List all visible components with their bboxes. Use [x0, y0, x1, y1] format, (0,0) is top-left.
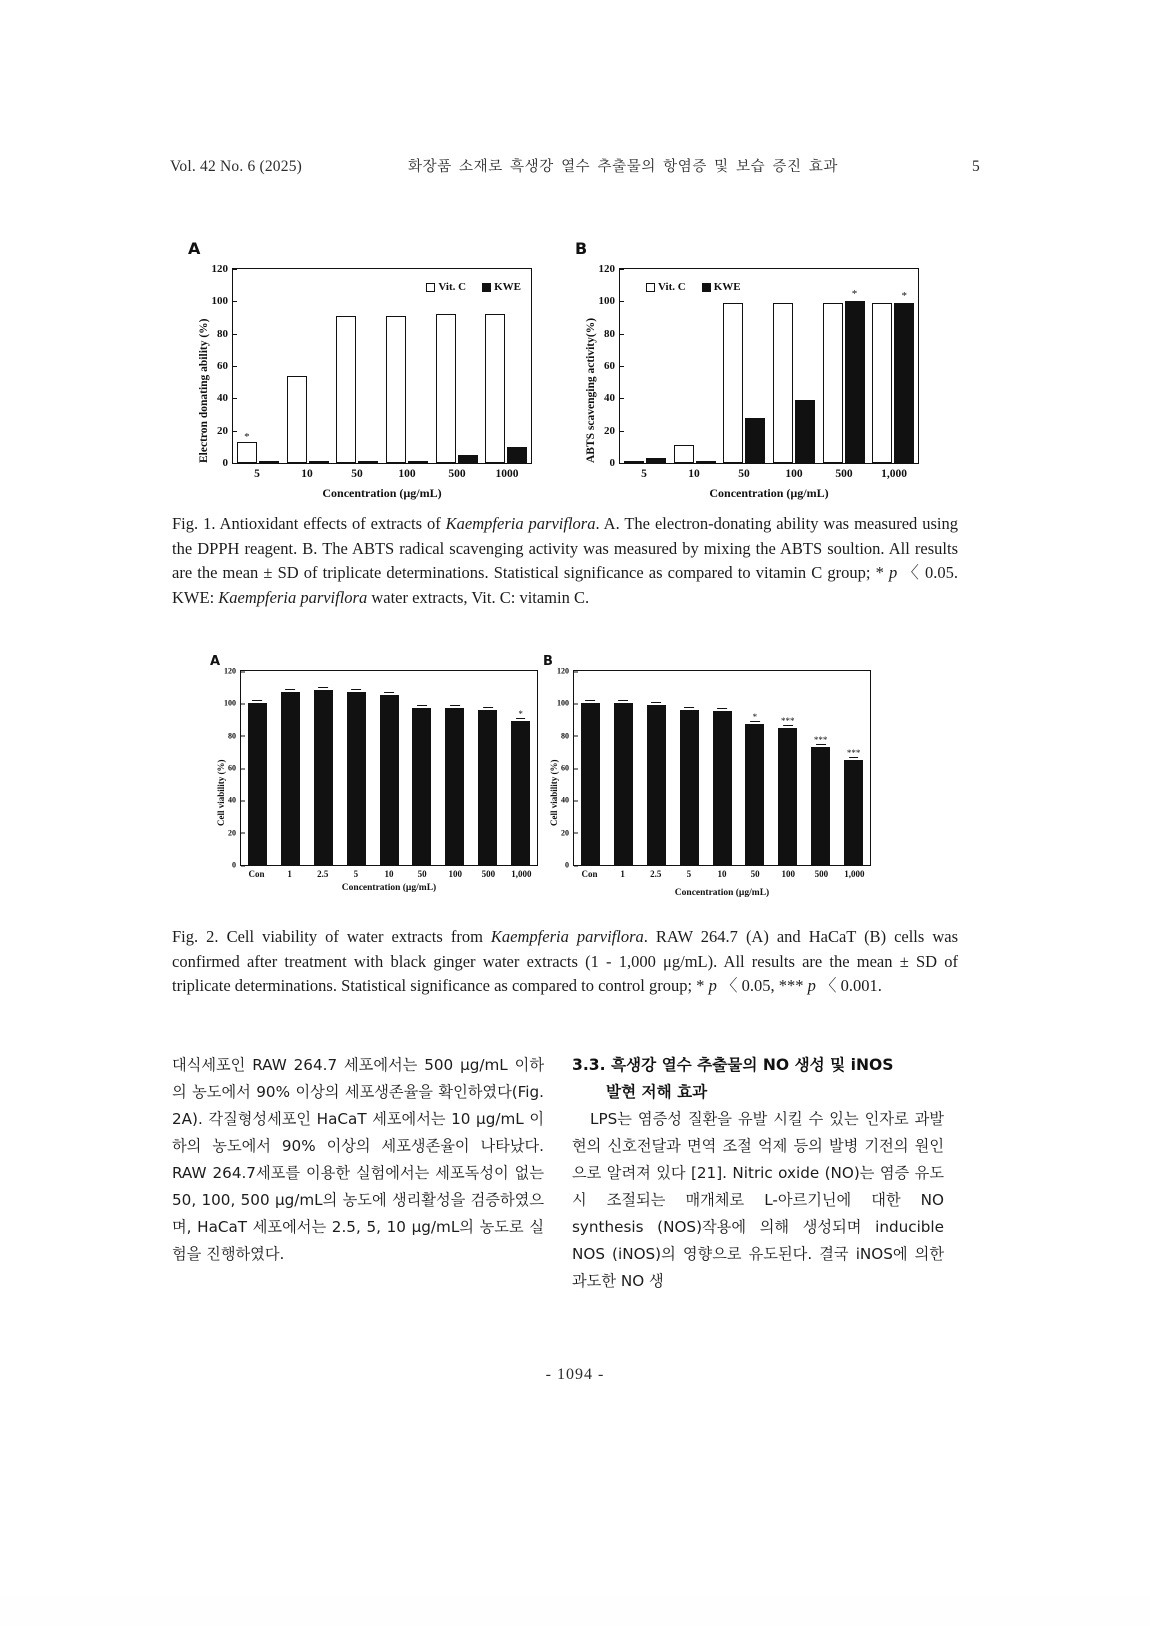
- x-tick: 500: [835, 468, 853, 480]
- figure2b-x-tick-labels: [573, 869, 871, 879]
- figure1a-x-axis-label: Concentration (µg/mL): [322, 486, 442, 500]
- y-tick: 100: [212, 295, 234, 307]
- bar-viability: [778, 715, 797, 865]
- error-bar: [450, 705, 460, 709]
- y-tick: 100: [557, 699, 574, 708]
- bar-viability: [314, 690, 333, 865]
- y-tick: 20: [604, 425, 620, 437]
- x-tick: 1: [620, 869, 625, 879]
- y-tick: 80: [561, 731, 574, 740]
- y-tick: 60: [228, 764, 241, 773]
- significance-mark: *: [851, 288, 858, 301]
- y-tick: 100: [599, 295, 621, 307]
- bar-group: [307, 671, 340, 865]
- page-number: 5: [972, 158, 980, 175]
- y-tick: 40: [561, 796, 574, 805]
- x-tick: 10: [384, 869, 394, 879]
- legend-label: Vit. C: [658, 281, 686, 293]
- bar-group: [574, 671, 607, 865]
- body-column-right: [572, 1052, 944, 1295]
- page-folio: - 1094 -: [545, 1366, 605, 1383]
- bar-vitc: [674, 445, 694, 463]
- bar-group: [640, 671, 673, 865]
- bar-viability: [581, 703, 600, 865]
- bar-viability: [445, 708, 464, 865]
- x-tick: 5: [254, 468, 260, 480]
- bar-group: [607, 671, 640, 865]
- bar-group: [373, 671, 406, 865]
- x-tick: 100: [398, 468, 416, 480]
- bar-kwe: [408, 461, 428, 463]
- bar-viability: [713, 711, 732, 865]
- section-heading-line2: 발현 저해 효과: [606, 1083, 708, 1101]
- x-tick: 5: [686, 869, 692, 879]
- bar-group: [340, 671, 373, 865]
- x-tick: 2.5: [317, 869, 329, 879]
- y-tick: 20: [561, 828, 574, 837]
- y-tick: 120: [557, 667, 574, 676]
- figure2-caption-text: Cell viability of water extracts from Kaempferia parviflora. RAW 264.7 (A) and HaCaT (B) cells was confirmed after treatment with black ginger water extracts (1 - 1,000 μg/mL). All results are the mean ± SD of triplicate determinations. Statistical significance as compared to control group; * p 〈 0.05, *** p 〈 0.001.: [172, 927, 958, 995]
- bar-viability: [745, 712, 764, 865]
- y-tick: 120: [599, 263, 621, 275]
- bar-group: [241, 671, 274, 865]
- error-bar: [586, 700, 596, 704]
- legend-label: Vit. C: [438, 281, 467, 293]
- y-tick: 0: [232, 861, 241, 870]
- legend-label: KWE: [713, 281, 741, 293]
- error-bar: [717, 708, 727, 712]
- y-tick: 100: [224, 699, 241, 708]
- figure2b-x-axis-label: Concentration (µg/mL): [674, 888, 770, 898]
- y-tick: 0: [565, 861, 574, 870]
- bar-kwe: [745, 418, 765, 463]
- bar-group: [405, 671, 438, 865]
- section-heading-3-3: [572, 1052, 944, 1106]
- x-tick: 10: [301, 468, 313, 480]
- figure1b-x-axis-label: Concentration (µg/mL): [709, 486, 829, 500]
- x-tick: 100: [785, 468, 803, 480]
- significance-mark: ***: [781, 715, 795, 726]
- y-tick: 60: [561, 764, 574, 773]
- figure2b-plot-area: [557, 666, 871, 870]
- bar-group: [274, 671, 307, 865]
- x-tick: 100: [448, 869, 462, 879]
- figure2a-x-tick-labels: [240, 869, 538, 879]
- bar-viability: [478, 710, 497, 865]
- bar-viability: [844, 747, 863, 865]
- error-bar: [384, 692, 394, 696]
- x-tick: 500: [448, 468, 466, 480]
- bar-group: [771, 671, 804, 865]
- y-tick: 80: [217, 328, 233, 340]
- bar-kwe: [696, 461, 716, 463]
- bar-viability: [811, 735, 830, 865]
- bar-viability: [511, 709, 530, 865]
- significance-mark: *: [901, 289, 907, 302]
- body-paragraph-right: LPS는 염증성 질환을 유발 시킬 수 있는 인자로 과발현의 신호전달과 면역 조절 억제 등의 발병 기전의 원인으로 알려져 있다 [21]. Nitric oxide (NO)는 염증 유도시 조절되는 매개체로 L-아르기닌에 대한 NO synthesis (NOS)작용에 의해 생성되며 inducible NOS (iNOS)의 영향으로 유도된다. 결국 iNOS에 의한 과도한 NO 생: [572, 1110, 944, 1290]
- error-bar: [285, 689, 295, 693]
- y-tick: 0: [223, 457, 234, 469]
- bar-viability: [614, 703, 633, 865]
- x-tick: 10: [717, 869, 727, 879]
- body-paragraph-left: 대식세포인 RAW 264.7 세포에서는 500 μg/mL 이하의 농도에서 90% 이상의 세포생존율을 확인하였다(Fig. 2A). 각질형성세포인 HaCaT 세포에서는 10 μg/mL 이하의 농도에서 90% 이상의 세포생존율이 나타났다. RAW 264.7세포를 이용한 실험에서는 세포독성이 없는 50, 100, 500 μg/mL의 농도에 생리활성을 검증하였으며, HaCaT 세포에서는 2.5, 5, 10 μg/mL의 농도로 실험을 진행하였다.: [172, 1056, 544, 1263]
- y-tick: 120: [224, 667, 241, 676]
- y-tick: 20: [217, 425, 233, 437]
- x-tick: 50: [351, 468, 363, 480]
- x-tick: 1000: [495, 468, 519, 480]
- error-bar: [351, 689, 361, 693]
- figure2-panel-a-letter: A: [210, 654, 221, 669]
- x-tick: 10: [688, 468, 700, 480]
- bar-viability: [380, 695, 399, 865]
- x-tick: 500: [481, 869, 496, 879]
- x-tick: 1,000: [881, 468, 907, 480]
- significance-mark: ***: [813, 735, 828, 745]
- bar-viability: [647, 705, 666, 865]
- figure1-caption-label: Fig. 1.: [172, 514, 216, 533]
- x-tick: 5: [641, 468, 647, 480]
- x-tick: 500: [814, 869, 829, 879]
- bar-group: [504, 671, 537, 865]
- bar-viability: [680, 710, 699, 865]
- bar-group: [738, 671, 771, 865]
- bar-group: [804, 671, 837, 865]
- y-tick: 40: [604, 392, 620, 404]
- figure2a-plot-area: [224, 666, 538, 870]
- bar-viability: [347, 692, 366, 865]
- x-tick: 1,000: [511, 869, 532, 879]
- x-tick: 50: [750, 869, 760, 879]
- figure2-panel-b-chart: [543, 664, 873, 898]
- error-bar: [618, 700, 628, 704]
- figure2-panel-b-letter: B: [543, 654, 553, 669]
- y-tick: 120: [212, 263, 234, 275]
- error-bar: [483, 707, 493, 711]
- y-tick: 0: [610, 457, 621, 469]
- y-tick: 60: [604, 360, 620, 372]
- x-tick: Con: [248, 869, 265, 879]
- figure2-caption-label: Fig. 2.: [172, 927, 219, 946]
- x-tick: 50: [417, 869, 427, 879]
- figure1-panel-b-letter: B: [575, 239, 588, 258]
- figure1b-y-axis-label: ABTS scavenging activity(%): [585, 317, 597, 463]
- significance-mark: *: [244, 431, 250, 443]
- x-tick: 2.5: [650, 869, 662, 879]
- y-tick: 20: [228, 828, 241, 837]
- significance-mark: *: [518, 709, 523, 720]
- bar-kwe: [358, 461, 378, 463]
- article-title-korean: 화장품 소재로 흑생강 열수 추출물의 항염증 및 보습 증진 효과: [407, 159, 839, 175]
- legend-label: KWE: [494, 281, 521, 293]
- figure1-caption: [172, 512, 958, 610]
- y-tick: 60: [217, 360, 233, 372]
- x-tick: 50: [738, 468, 750, 480]
- bar-viability: [248, 703, 267, 865]
- bar-group: [837, 671, 870, 865]
- significance-mark: ***: [846, 747, 861, 758]
- bar-kwe: [507, 447, 527, 463]
- bar-kwe: [795, 400, 815, 463]
- figure2a-y-axis-label: Cell viability (%): [216, 759, 226, 826]
- section-heading-line1: 3.3. 흑생강 열수 추출물의 NO 생성 및 iNOS: [572, 1056, 894, 1074]
- y-tick: 40: [228, 796, 241, 805]
- x-tick: 5: [353, 869, 359, 879]
- bar-viability: [412, 708, 431, 865]
- figure1a-y-axis-label: Electron donating ability (%): [198, 318, 210, 463]
- bar-group: [471, 671, 504, 865]
- bar-kwe: [646, 458, 666, 463]
- scan-bottom-edge: [0, 1596, 1150, 1626]
- figure1b-x-tick-labels: [619, 468, 919, 480]
- bar-viability: [281, 692, 300, 865]
- y-tick: 40: [217, 392, 233, 404]
- significance-mark: *: [752, 712, 758, 723]
- error-bar: [417, 705, 427, 709]
- figure2-caption: [172, 925, 958, 999]
- figure2-panel-a-chart: [210, 664, 540, 894]
- bar-group: [706, 671, 739, 865]
- figure2b-y-axis-label: Cell viability (%): [549, 759, 559, 826]
- x-tick: 100: [781, 869, 795, 879]
- x-tick: 1,000: [844, 869, 865, 879]
- x-tick: 1: [287, 869, 292, 879]
- figure2a-bars: [241, 671, 537, 865]
- figure2a-x-axis-label: Concentration (µg/mL): [341, 883, 437, 893]
- x-tick: Con: [581, 869, 598, 879]
- error-bar: [318, 687, 328, 691]
- figure1-caption-text: Antioxidant effects of extracts of Kaempferia parviflora. A. The electron-donating ability was measured using the DPPH reagent. B. The ABTS radical scavenging activity was measured by mixing the ABTS soultion. All results are the mean ± SD of triplicate determinations. Statistical significance as compared to vitamin C group; * p 〈 0.05. KWE: Kaempferia parviflora water extracts, Vit. C: vitamin C.: [172, 514, 959, 607]
- error-bar: [684, 707, 694, 711]
- figure1a-x-tick-labels: [232, 468, 532, 480]
- y-tick: 80: [228, 731, 241, 740]
- error-bar: [253, 700, 263, 704]
- bar-group: [673, 671, 706, 865]
- bar-vitc: [624, 461, 644, 463]
- bar-kwe: [259, 461, 279, 463]
- bar-vitc: [237, 431, 257, 463]
- bar-group: [438, 671, 471, 865]
- bar-kwe: [458, 455, 478, 463]
- figure2b-bars: [574, 671, 870, 865]
- y-tick: 80: [604, 328, 620, 340]
- figure1-panel-a-letter: A: [188, 239, 201, 258]
- journal-volume: Vol. 42 No. 6 (2025): [170, 158, 303, 175]
- body-column-left: [172, 1052, 544, 1268]
- error-bar: [651, 702, 661, 706]
- bar-kwe: [309, 461, 329, 463]
